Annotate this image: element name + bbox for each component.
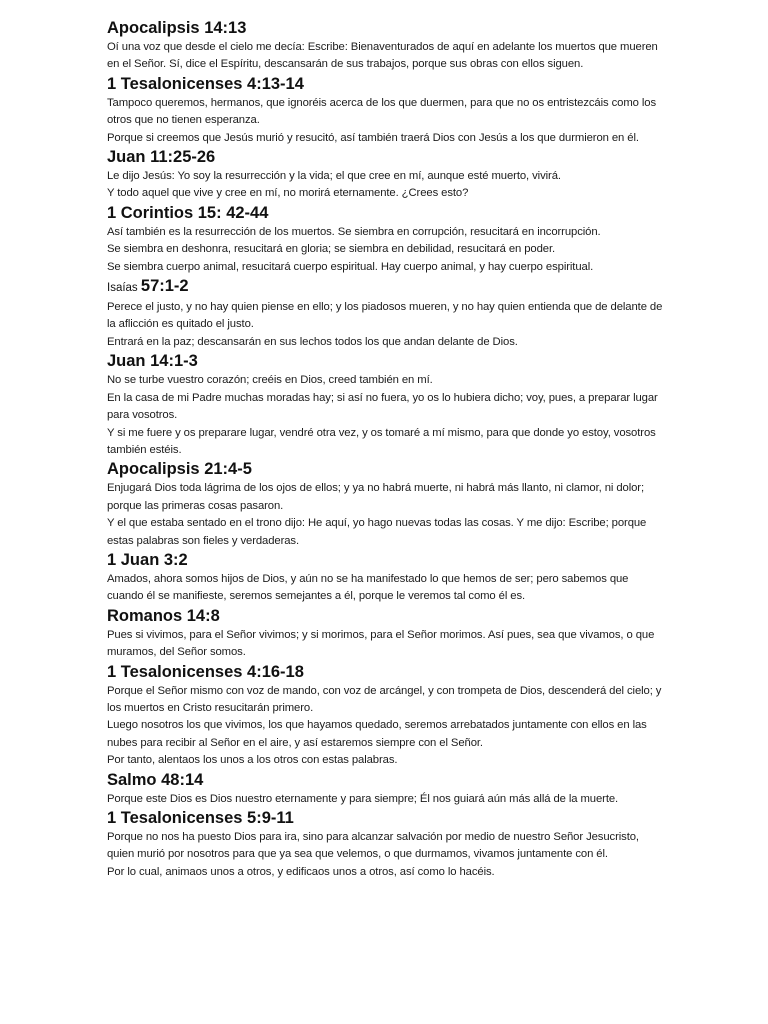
heading-text: 1 Corintios 15: 42-44 (107, 203, 269, 222)
heading-text: 57:1-2 (140, 277, 189, 296)
verse-paragraph: Porque este Dios es Dios nuestro eternamente y para siempre; Él nos guiará aún más allá de la muerte. (107, 792, 619, 805)
verse-reference-heading (107, 351, 667, 372)
verse-paragraph: Y el que estaba sentado en el trono dijo: He aquí, yo hago nuevas todas las cosas. Y me dijo: Escribe; porque estas palabras son fieles y verdaderas. (107, 517, 647, 547)
verse-paragraph: No se turbe vuestro corazón; creéis en Dios, creed también en mí. (107, 374, 433, 387)
verse-section (107, 606, 667, 662)
verse-paragraph: Por tanto, alentaos los unos a los otros con estas palabras. (107, 754, 398, 767)
verse-paragraph: En la casa de mi Padre muchas moradas hay; si así no fuera, yo os lo hubiera dicho; voy, pues, a preparar lugar para vosotros. (107, 391, 658, 422)
verse-section (107, 203, 667, 276)
document-page (107, 18, 667, 881)
verse-paragraph: Entrará en la paz; descansarán en sus lechos todos los que andan delante de Dios. (107, 335, 518, 348)
verse-paragraph: Luego nosotros los que vivimos, los que hayamos quedado, seremos arrebatados juntamente con ellos en las nubes para recibir al Señor en el aire, y así estaremos siempre con el Señor. (107, 719, 647, 749)
verse-reference-heading (107, 276, 667, 299)
heading-text: Apocalipsis 21:4-5 (107, 460, 252, 479)
verse-reference-heading (107, 74, 667, 95)
heading-text: Salmo 48:14 (107, 770, 204, 789)
verse-paragraph: Perece el justo, y no hay quien piense en ello; y los piadosos mueren, y no hay quien entienda que de delante de la aflicción es quitado el justo. (107, 301, 663, 331)
verse-section (107, 662, 667, 770)
verse-section (107, 808, 667, 881)
heading-text: 1 Juan 3:2 (107, 550, 188, 569)
heading-text: Juan 14:1-3 (107, 352, 198, 371)
verse-section (107, 18, 667, 74)
verse-paragraph: Así también es la resurrección de los muertos. Se siembra en corrupción, resucitará en incorrupción. (107, 225, 601, 238)
verse-reference-heading (107, 147, 667, 168)
verse-reference-heading (107, 662, 667, 683)
heading-text: 1 Tesalonicenses 4:13-14 (107, 74, 304, 93)
verse-reference-heading (107, 770, 667, 791)
verse-paragraph: Se siembra cuerpo animal, resucitará cuerpo espiritual. Hay cuerpo animal, y hay cuerpo espiritual. (107, 260, 594, 273)
verse-reference-heading (107, 18, 667, 39)
verse-paragraph: Porque el Señor mismo con voz de mando, con voz de arcángel, y con trompeta de Dios, descenderá del cielo; y los muertos en Cristo resucitarán primero. (107, 684, 662, 714)
verse-paragraph: Y todo aquel que vive y cree en mí, no morirá eternamente. ¿Crees esto? (107, 187, 469, 200)
verse-paragraph: Se siembra en deshonra, resucitará en gloria; se siembra en debilidad, resucitará en poder. (107, 243, 556, 256)
verse-paragraph: Porque no nos ha puesto Dios para ira, sino para alcanzar salvación por medio de nuestro Señor Jesucristo, (107, 831, 639, 843)
verse-paragraph: Le dijo Jesús: Yo soy la resurrección y la vida; el que cree en mí, aunque esté muerto, vivirá. (107, 170, 561, 183)
heading-text: 1 Tesalonicenses 5:9-11 (107, 809, 294, 827)
verse-paragraph: Oí una voz que desde el cielo me decía: Escribe: Bienaventurados de aquí en adelante los muertos que mueren en el Señor. Sí, dice el Espíritu, descansarán de sus trabajos, porque sus obras con ellos siguen. (107, 41, 658, 71)
verse-paragraph: Pues si vivimos, para el Señor vivimos; y si morimos, para el Señor morimos. Así pues, sea que vivamos, o que muramos, del Señor somos. (107, 628, 655, 659)
heading-text: Juan 11:25-26 (107, 148, 216, 167)
heading-text: Apocalipsis 14:13 (107, 19, 247, 37)
verse-paragraph: Tampoco queremos, hermanos, que ignoréis acerca de los que duermen, para que no os entristezcáis como los otros que no tienen esperanza. (107, 96, 657, 127)
verse-reference-heading (107, 459, 667, 480)
verse-section (107, 147, 667, 203)
verse-reference-heading (107, 203, 667, 224)
verse-section (107, 550, 667, 606)
verse-reference-heading (107, 550, 667, 571)
verse-reference-heading (107, 606, 667, 627)
verse-section (107, 770, 667, 808)
verse-paragraph: Amados, ahora somos hijos de Dios, y aún no se ha manifestado lo que hemos de ser; pero sabemos que cuando él se manifieste, seremos semejantes a él, porque le veremos tal como él es. (107, 572, 629, 603)
heading-text: Romanos 14:8 (107, 606, 220, 625)
heading-book-prefix: Isaías (107, 282, 141, 295)
verse-section (107, 459, 667, 550)
verse-reference-heading (107, 808, 667, 829)
verse-section (107, 74, 667, 147)
heading-text: 1 Tesalonicenses 4:16-18 (107, 662, 304, 681)
verse-paragraph: quien murió por nosotros para que ya sea que velemos, o que durmamos, vivamos juntamente con él. (107, 848, 608, 861)
verse-paragraph: Por lo cual, animaos unos a otros, y edificaos unos a otros, así como lo hacéis. (107, 865, 495, 878)
verse-paragraph: Porque si creemos que Jesús murió y resucitó, así también traerá Dios con Jesús a los que durmieron en él. (107, 131, 639, 144)
verse-section (107, 276, 667, 351)
verse-paragraph: Enjugará Dios toda lágrima de los ojos de ellos; y ya no habrá muerte, ni habrá más llanto, ni clamor, ni dolor; porque las primeras cosas pasaron. (107, 482, 644, 512)
verse-paragraph: Y si me fuere y os preparare lugar, vendré otra vez, y os tomaré a mí mismo, para que donde yo estoy, vosotros también estéis. (107, 426, 656, 456)
verse-section (107, 351, 667, 459)
